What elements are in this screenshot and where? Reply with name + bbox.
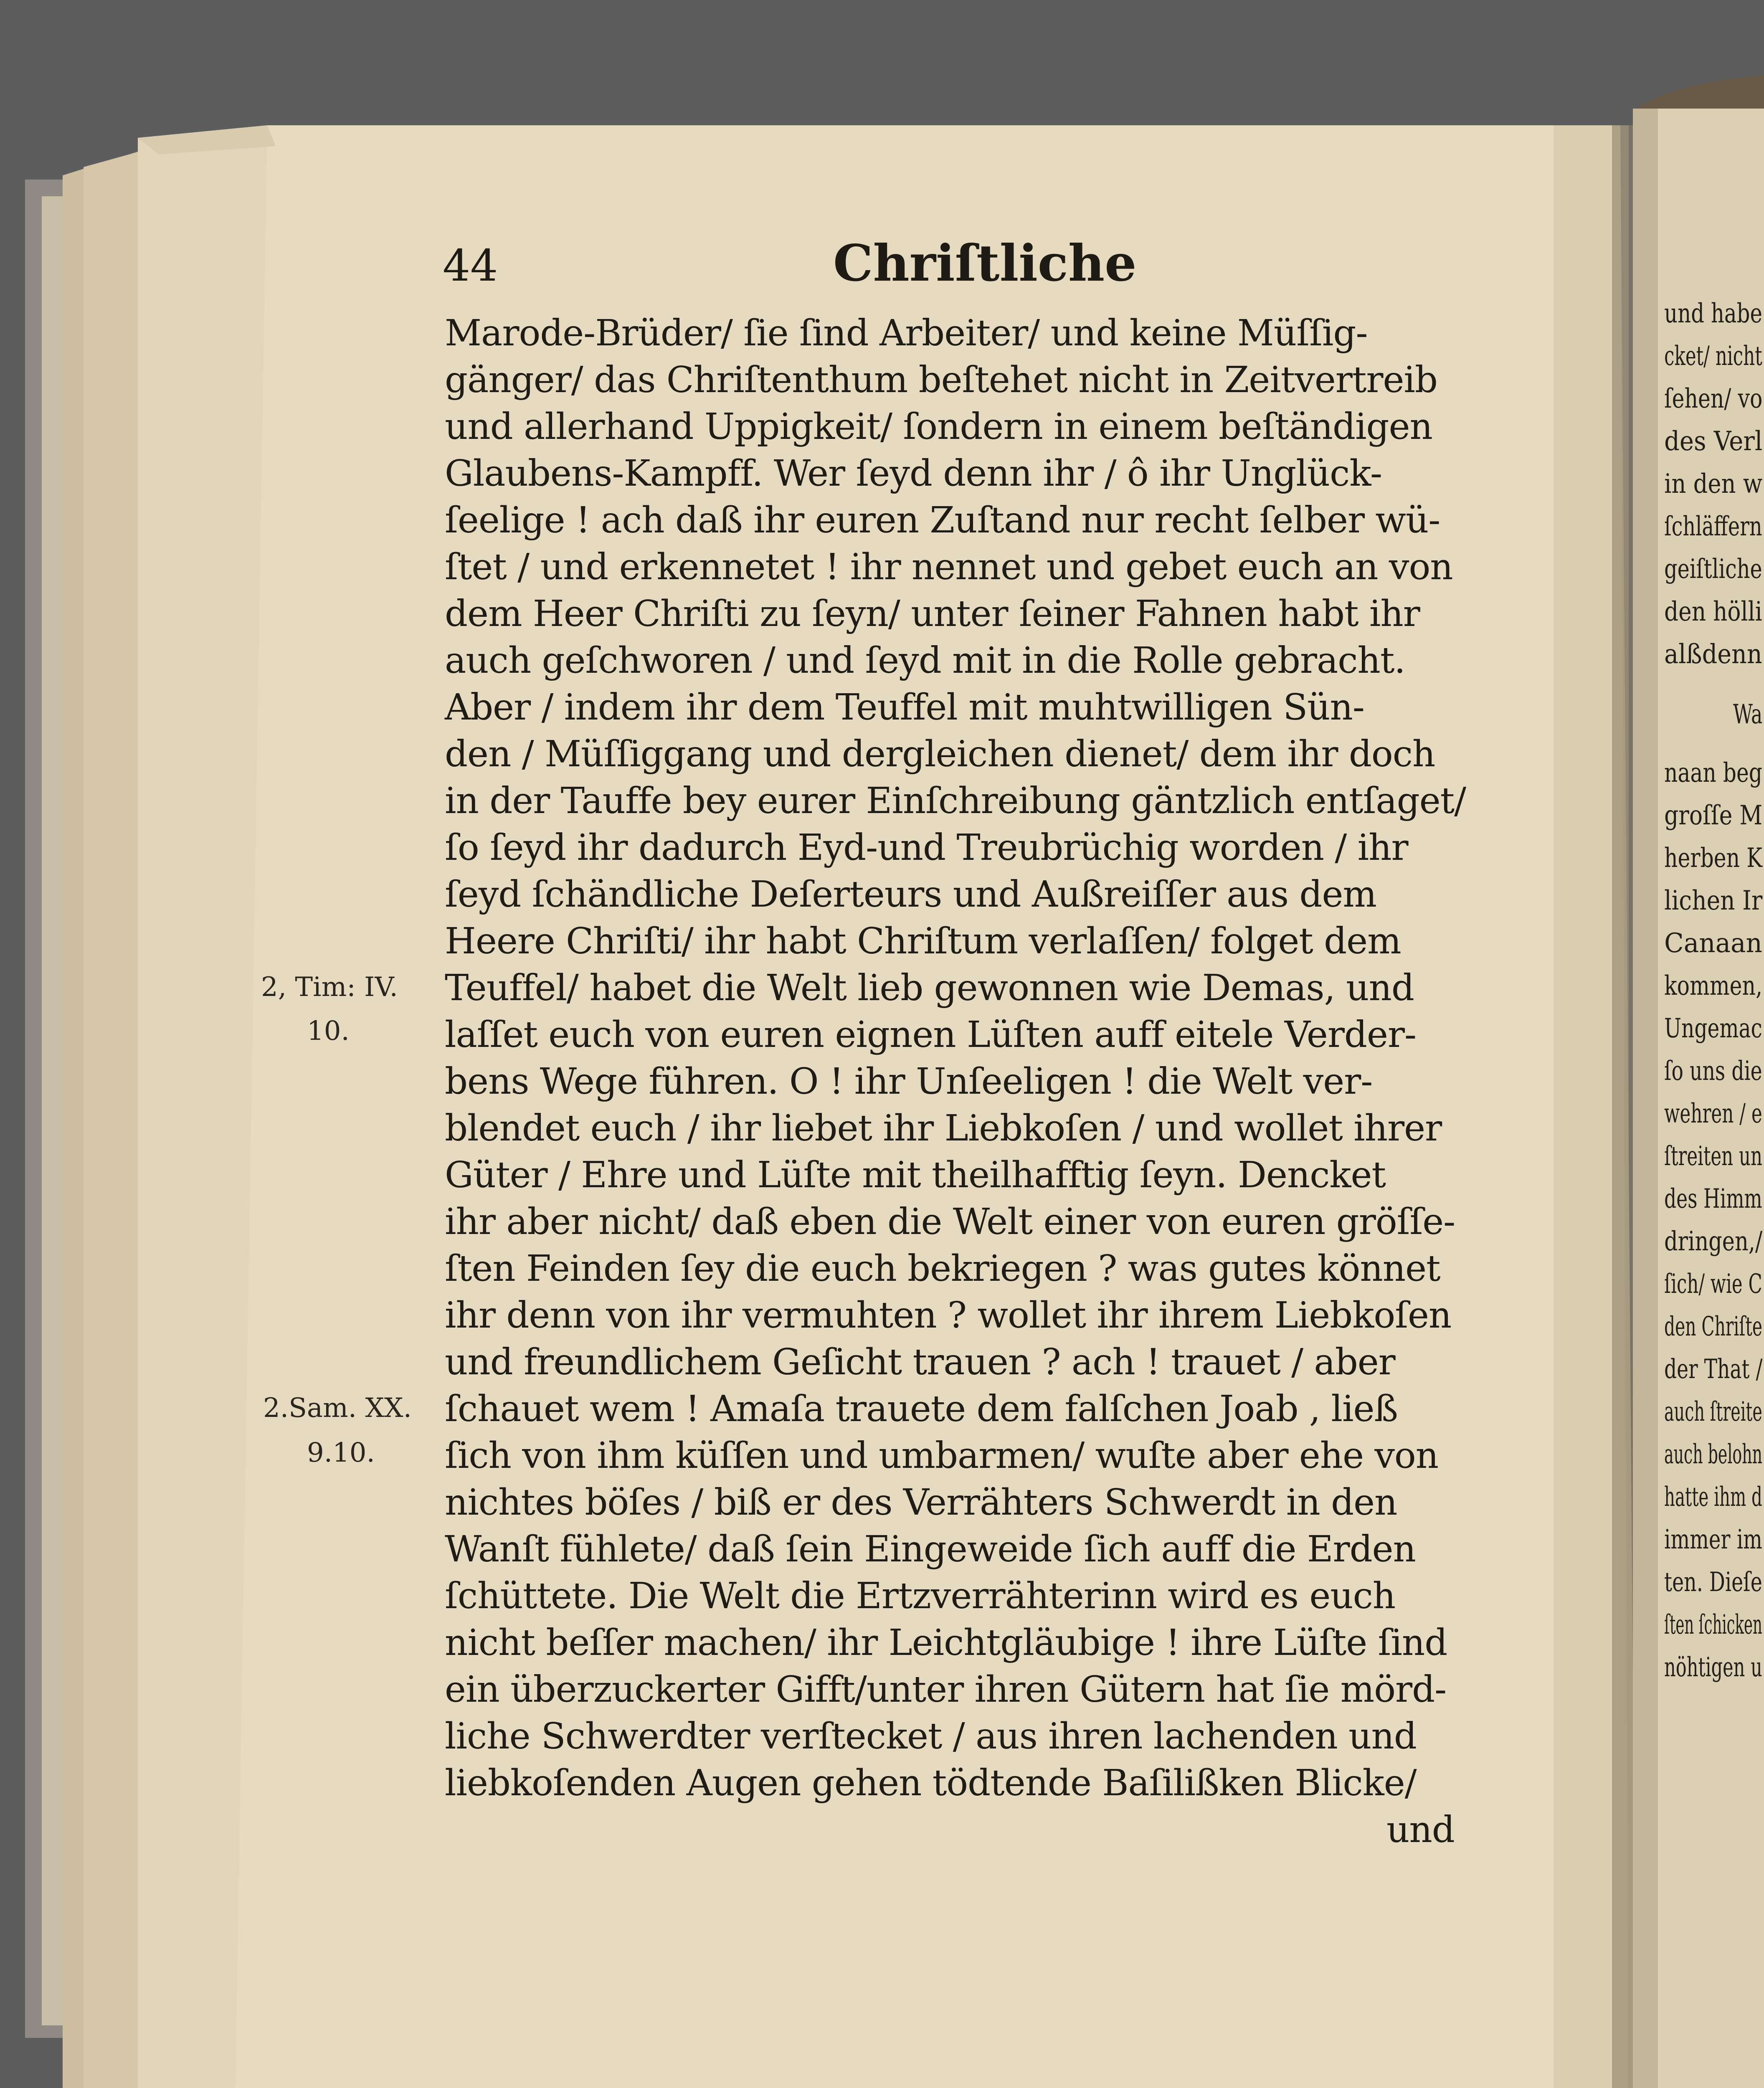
facing-line: ſo uns die — [1664, 1056, 1762, 1087]
facing-line: alßdenn — [1664, 639, 1762, 670]
text-line: Teuffel/ habet die Welt lieb gewonnen wie Demas, und — [445, 967, 1414, 1009]
text-line: liche Schwerdter verſtecket / aus ihren lachenden und — [445, 1716, 1417, 1757]
facing-line: lichen Ir — [1664, 885, 1763, 916]
facing-line: des Verl — [1664, 426, 1763, 457]
text-line: auch geſchworen / und ſeyd mit in die Rolle gebracht. — [445, 640, 1405, 682]
facing-line: cket/ nicht — [1664, 341, 1762, 372]
text-line: blendet euch / ihr liebet ihr Liebkoſen / und wollet ihrer — [445, 1107, 1442, 1149]
text-line: ſten Feinden ſey die euch bekriegen ? was gutes könnet — [445, 1248, 1440, 1290]
text-line: in der Tauffe bey eurer Einſchreibung gäntzlich entſaget/ — [445, 780, 1466, 822]
facing-line: ſtreiten un — [1664, 1141, 1762, 1172]
facing-line: ſchläffern — [1664, 511, 1762, 542]
text-line: und allerhand Uppigkeit/ ſondern in einem beſtändigen — [445, 406, 1432, 448]
facing-line: auch ſtreite — [1664, 1396, 1762, 1427]
facing-line: nöhtigen u — [1664, 1652, 1762, 1683]
facing-line: dringen,/ — [1664, 1226, 1763, 1257]
text-line: Marode-Brüder/ ſie ſind Arbeiter/ und keine Müſſig- — [445, 312, 1368, 354]
facing-line: ten. Dieſe — [1664, 1567, 1762, 1598]
text-line: gänger/ das Chriſtenthum beſtehet nicht in Zeitvertreib — [445, 359, 1437, 401]
facing-line: den hölli — [1664, 596, 1762, 627]
text-line: Aber / indem ihr dem Teuffel mit muhtwilligen Sün- — [445, 687, 1364, 728]
text-line: ihr aber nicht/ daß eben die Welt einer von euren gröſſe- — [445, 1201, 1455, 1243]
facing-line: hatte ihm d — [1664, 1482, 1762, 1513]
text-line: Glaubens-Kampff. Wer ſeyd denn ihr / ô ihr Unglück- — [445, 453, 1382, 494]
text-line: ſchüttete. Die Welt die Ertzverrähterinn wird es euch — [445, 1575, 1396, 1617]
facing-line: den Chriſte — [1664, 1311, 1762, 1342]
facing-line: in den w — [1664, 469, 1763, 499]
text-line: ſich von ihm küſſen und umbarmen/ wuſte aber ehe von — [445, 1435, 1439, 1477]
text-line: ſchauet wem ! Amaſa trauete dem falſchen Joab , ließ — [445, 1388, 1398, 1430]
facing-line: ſehen/ vo — [1664, 383, 1763, 414]
margin-note-ref: 2, Tim: IV. — [261, 972, 398, 1003]
facing-line: Canaan — [1664, 928, 1762, 959]
margin-note-ref: 2.Sam. XX. — [263, 1393, 412, 1424]
text-line: ſeyd ſchändliche Deſerteurs und Außreiſſer aus dem — [445, 874, 1376, 915]
facing-line: Ungemac — [1664, 1013, 1762, 1044]
text-line: nicht beſſer machen/ ihr Leichtgläubige ! ihre Lüſte ſind — [445, 1622, 1447, 1664]
facing-line: herben K — [1664, 843, 1762, 874]
running-title: Chriſtliche — [833, 234, 1137, 293]
facing-line: ſten ſchicken — [1664, 1609, 1762, 1640]
page-number: 44 — [443, 240, 498, 291]
facing-line: der That / — [1664, 1354, 1763, 1385]
text-line: ein überzuckerter Gifft/unter ihren Gütern hat ſie mörd- — [445, 1669, 1447, 1710]
facing-line: geiſtliche — [1664, 554, 1762, 585]
text-line: ihr denn von ihr vermuhten ? wollet ihr ihrem Liebkoſen — [445, 1295, 1452, 1336]
text-line: ſtet / und erkennetet ! ihr nennet und gebet euch an von — [445, 546, 1453, 588]
margin-note-sub: 9.10. — [307, 1437, 375, 1468]
text-line: laſſet euch von euren eignen Lüſten auff eitele Verder- — [445, 1014, 1417, 1056]
facing-line: immer im — [1664, 1524, 1762, 1555]
text-line: den / Müſſiggang und dergleichen dienet/ dem ihr doch — [445, 733, 1435, 775]
facing-line: und habe — [1664, 298, 1762, 329]
facing-line: auch belohn — [1664, 1439, 1763, 1470]
facing-line: groſſe M — [1664, 800, 1763, 831]
facing-line: naan beg — [1664, 758, 1762, 788]
margin-note-sub: 10. — [307, 1016, 350, 1047]
text-line: Güter / Ehre und Lüſte mit theilhafftig ſeyn. Dencket — [445, 1154, 1386, 1196]
facing-line: wehren / e — [1664, 1098, 1762, 1129]
facing-line: Wa — [1733, 699, 1763, 730]
catchword: und — [1386, 1809, 1455, 1851]
facing-line: des Himm — [1664, 1183, 1762, 1214]
text-line: Heere Chriſti/ ihr habt Chriſtum verlaſſen/ folget dem — [445, 920, 1401, 962]
text-line: nichtes böſes / biß er des Verrähters Schwerdt in den — [445, 1482, 1397, 1523]
text-line: liebkoſenden Augen gehen tödtende Baſilißken Blicke/ — [445, 1762, 1417, 1804]
text-line: ſeelige ! ach daß ihr euren Zuſtand nur recht ſelber wü- — [445, 499, 1440, 541]
text-line: bens Wege führen. O ! ihr Unſeeligen ! die Welt ver- — [445, 1061, 1373, 1102]
facing-line: kommen, — [1664, 971, 1763, 1001]
facing-line: ſich/ wie C — [1664, 1269, 1762, 1300]
text-line: Wanſt fühlete/ daß ſein Eingeweide ſich auff die Erden — [445, 1528, 1416, 1570]
text-line: ſo ſeyd ihr dadurch Eyd-und Treubrüchig worden / ihr — [445, 827, 1408, 869]
text-line: und freundlichem Geſicht trauen ? ach ! trauet / aber — [445, 1341, 1395, 1383]
text-line: dem Heer Chriſti zu ſeyn/ unter ſeiner Fahnen habt ihr — [445, 593, 1420, 635]
